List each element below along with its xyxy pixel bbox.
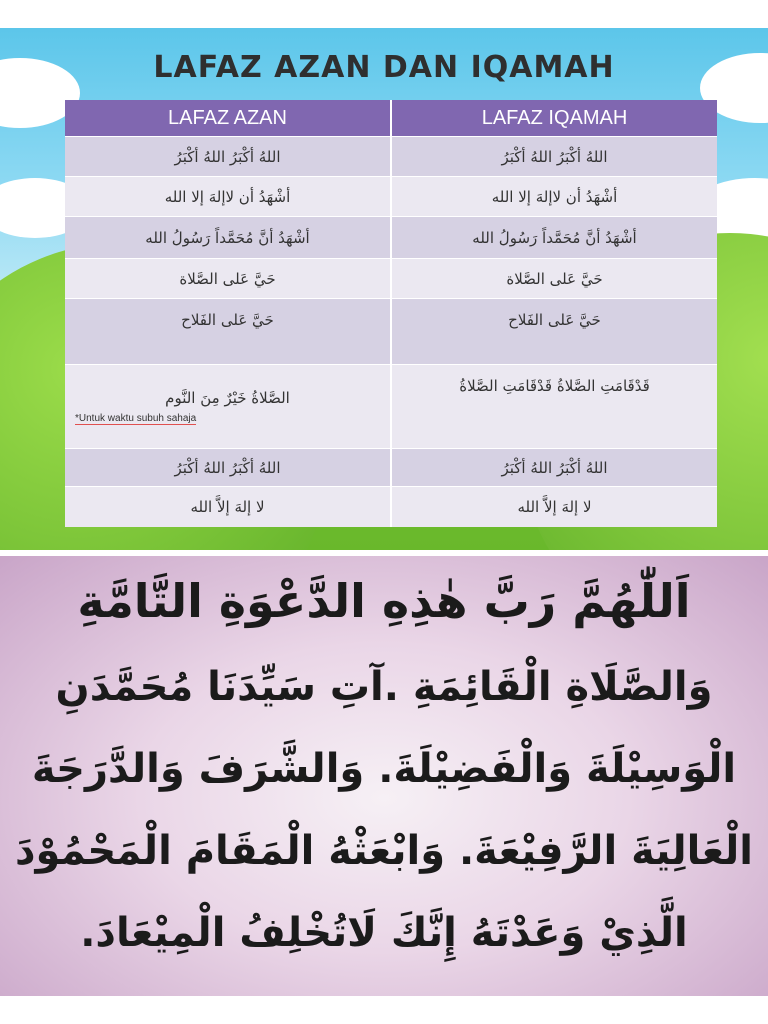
iqamah-cell: أشْهَدُ أن لاإلهَ إلا الله bbox=[391, 177, 717, 217]
table-row bbox=[65, 137, 717, 177]
azan-subuh-text: الصَّلاةُ خَيْرٌ مِنَ النَّوم bbox=[165, 389, 290, 407]
poster-panel bbox=[0, 28, 768, 550]
azan-cell: حَيَّ عَلى الصَّلاة bbox=[65, 259, 391, 299]
azan-cell: أشْهَدُ أنَّ مُحَمَّداً رَسُولُ الله bbox=[65, 217, 391, 259]
table-row bbox=[65, 449, 717, 487]
header-iqamah: LAFAZ IQAMAH bbox=[391, 100, 717, 137]
header-azan: LAFAZ AZAN bbox=[65, 100, 391, 137]
subuh-note bbox=[75, 413, 380, 424]
iqamah-cell: حَيَّ عَلى الفَلاح bbox=[391, 299, 717, 365]
table-row bbox=[65, 217, 717, 259]
table-row bbox=[65, 487, 717, 527]
azan-cell bbox=[65, 365, 391, 449]
azan-cell: حَيَّ عَلى الفَلاح bbox=[65, 299, 391, 365]
doa-line-3: الْوَسِيْلَةَ وَالْفَضِيْلَةَ. وَالشَّرَفَ وَالدَّرَجَةَ bbox=[31, 746, 737, 792]
table-row bbox=[65, 365, 717, 449]
iqamah-cell: أشْهَدُ أنَّ مُحَمَّداً رَسُولُ الله bbox=[391, 217, 717, 259]
azan-cell: لا إلهَ إلاَّ الله bbox=[65, 487, 391, 527]
subuh-note-text: *Untuk waktu subuh sahaja bbox=[75, 413, 197, 424]
table-row bbox=[65, 177, 717, 217]
doa-line-1: اَللّٰهُمَّ رَبَّ هٰذِهِ الدَّعْوَةِ التَّامَّةِ bbox=[77, 574, 691, 628]
azan-cell: اللهُ أكْبَرُ اللهُ أكْبَرُ bbox=[65, 449, 391, 487]
azan-cell: اللهُ أكْبَرُ اللهُ أكْبَرُ bbox=[65, 137, 391, 177]
table-row bbox=[65, 259, 717, 299]
iqamah-cell: اللهُ أكْبَرُ اللهُ أكْبَرُ bbox=[391, 137, 717, 177]
doa-line-4: الْعَالِيَةَ الرَّفِيْعَةَ. وَابْعَثْهُ الْمَقَامَ الْمَحْمُوْدَ bbox=[14, 828, 754, 874]
doa-panel bbox=[0, 556, 768, 996]
iqamah-cell: لا إلهَ إلاَّ الله bbox=[391, 487, 717, 527]
iqamah-cell: قَدْقَامَتِ الصَّلاةُ قَدْقَامَتِ الصَّلاةُ bbox=[391, 365, 717, 449]
table-row bbox=[65, 299, 717, 365]
iqamah-cell: اللهُ أكْبَرُ اللهُ أكْبَرُ bbox=[391, 449, 717, 487]
iqamah-cell: حَيَّ عَلى الصَّلاة bbox=[391, 259, 717, 299]
doa-line-2: وَالصَّلَاةِ الْقَائِمَةِ .آتِ سَيِّدَنَا مُحَمَّدَنِ bbox=[55, 664, 713, 710]
poster-title: LAFAZ AZAN DAN IQAMAH bbox=[153, 50, 615, 85]
table-header-row bbox=[65, 100, 717, 137]
lafaz-table bbox=[65, 100, 717, 527]
doa-line-5: الَّذِيْ وَعَدْتَهُ إِنَّكَ لَاتُخْلِفُ الْمِيْعَادَ. bbox=[80, 910, 688, 956]
azan-cell: أشْهَدُ أن لاإلهَ إلا الله bbox=[65, 177, 391, 217]
